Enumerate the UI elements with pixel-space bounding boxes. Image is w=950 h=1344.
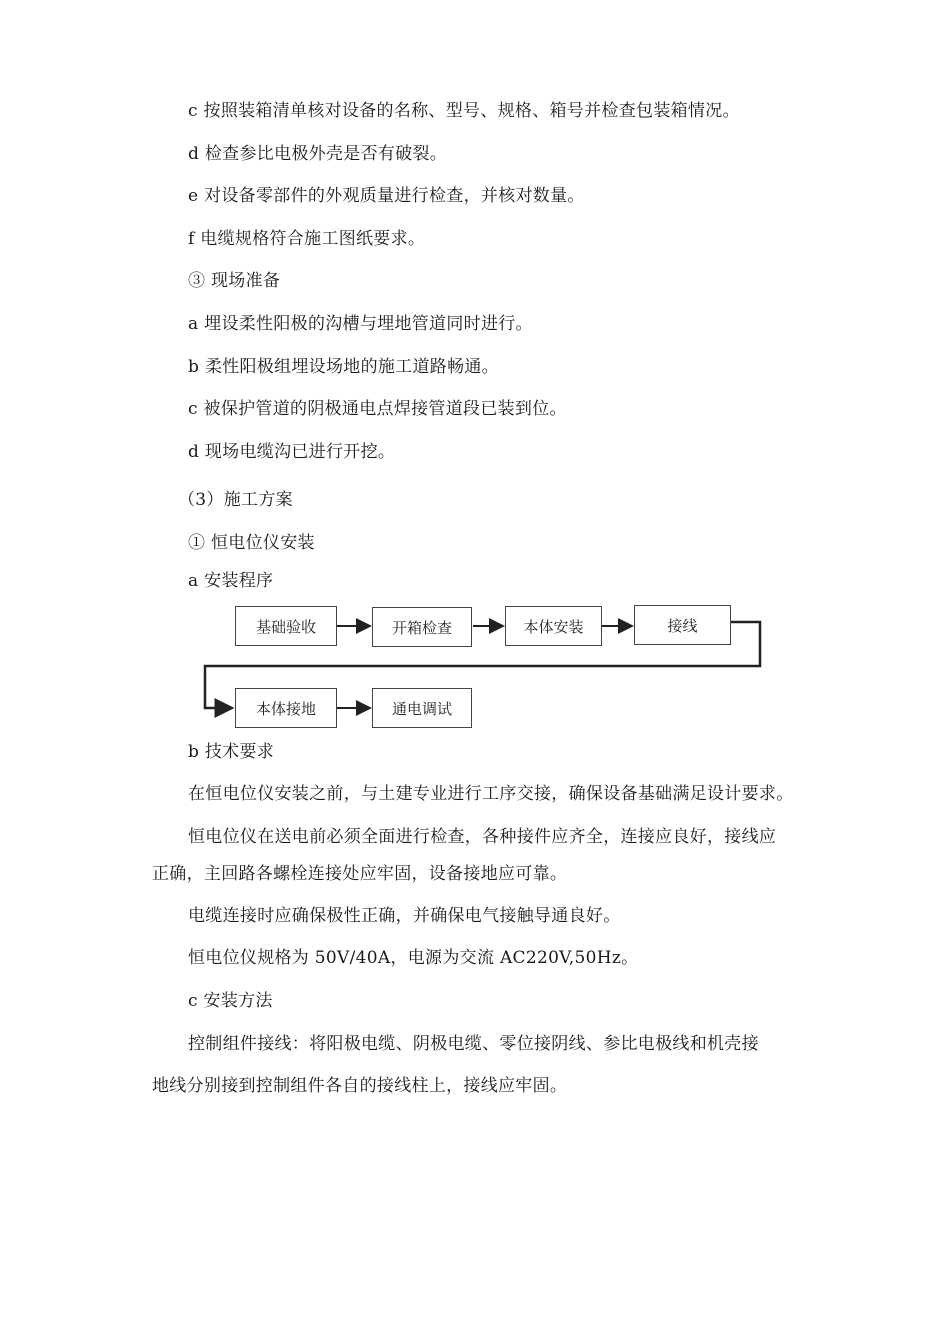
para-spec: 恒电位仪规格为 50V/40A，电源为交流 AC220V,50Hz。 xyxy=(188,948,639,968)
item-c-check-packing: c 按照装箱清单核对设备的名称、型号、规格、箱号并检查包装箱情况。 xyxy=(188,101,740,121)
install-flowchart xyxy=(200,598,770,738)
heading-install-method: c 安装方法 xyxy=(188,991,273,1011)
para-wiring-line2: 地线分别接到控制组件各自的接线柱上，接线应牢固。 xyxy=(152,1076,568,1096)
heading-construction-plan: （3）施工方案 xyxy=(178,490,293,510)
para-inspection-line2: 正确，主回路各螺栓连接处应牢固，设备接地应可靠。 xyxy=(152,864,568,884)
step-unpack-inspect: 开箱检查 xyxy=(372,607,472,647)
step-wiring: 接线 xyxy=(634,605,731,645)
para-handover: 在恒电位仪安装之前，与土建专业进行工序交接，确保设备基础满足设计要求。 xyxy=(188,784,794,804)
item-f-cable-spec: f 电缆规格符合施工图纸要求。 xyxy=(188,229,426,249)
step-power-debug: 通电调试 xyxy=(372,688,472,728)
item-a-trench: a 埋设柔性阳极的沟槽与埋地管道同时进行。 xyxy=(188,314,533,334)
para-polarity: 电缆连接时应确保极性正确，并确保电气接触导通良好。 xyxy=(188,906,621,926)
step-body-install: 本体安装 xyxy=(505,606,602,646)
para-inspection-line1: 恒电位仪在送电前必须全面进行检查，各种接件应齐全，连接应良好，接线应 xyxy=(188,827,777,847)
item-b-road: b 柔性阳极组埋设场地的施工道路畅通。 xyxy=(188,357,499,377)
item-c-welding: c 被保护管道的阴极通电点焊接管道段已装到位。 xyxy=(188,399,567,419)
heading-potentiostat-install: ① 恒电位仪安装 xyxy=(188,533,315,553)
item-d-check-electrode: d 检查参比电极外壳是否有破裂。 xyxy=(188,144,448,164)
item-e-check-parts: e 对设备零部件的外观质量进行检查，并核对数量。 xyxy=(188,186,585,206)
para-wiring-line1: 控制组件接线：将阳极电缆、阴极电缆、零位接阴线、参比电极线和机壳接 xyxy=(188,1034,759,1054)
item-d-cable-trench: d 现场电缆沟已进行开挖。 xyxy=(188,442,396,462)
step-body-grounding: 本体接地 xyxy=(235,688,337,728)
heading-install-procedure: a 安装程序 xyxy=(188,571,274,591)
step-foundation-acceptance: 基础验收 xyxy=(235,606,337,646)
heading-technical-requirements: b 技术要求 xyxy=(188,742,275,762)
heading-site-preparation: ③ 现场准备 xyxy=(188,271,281,291)
